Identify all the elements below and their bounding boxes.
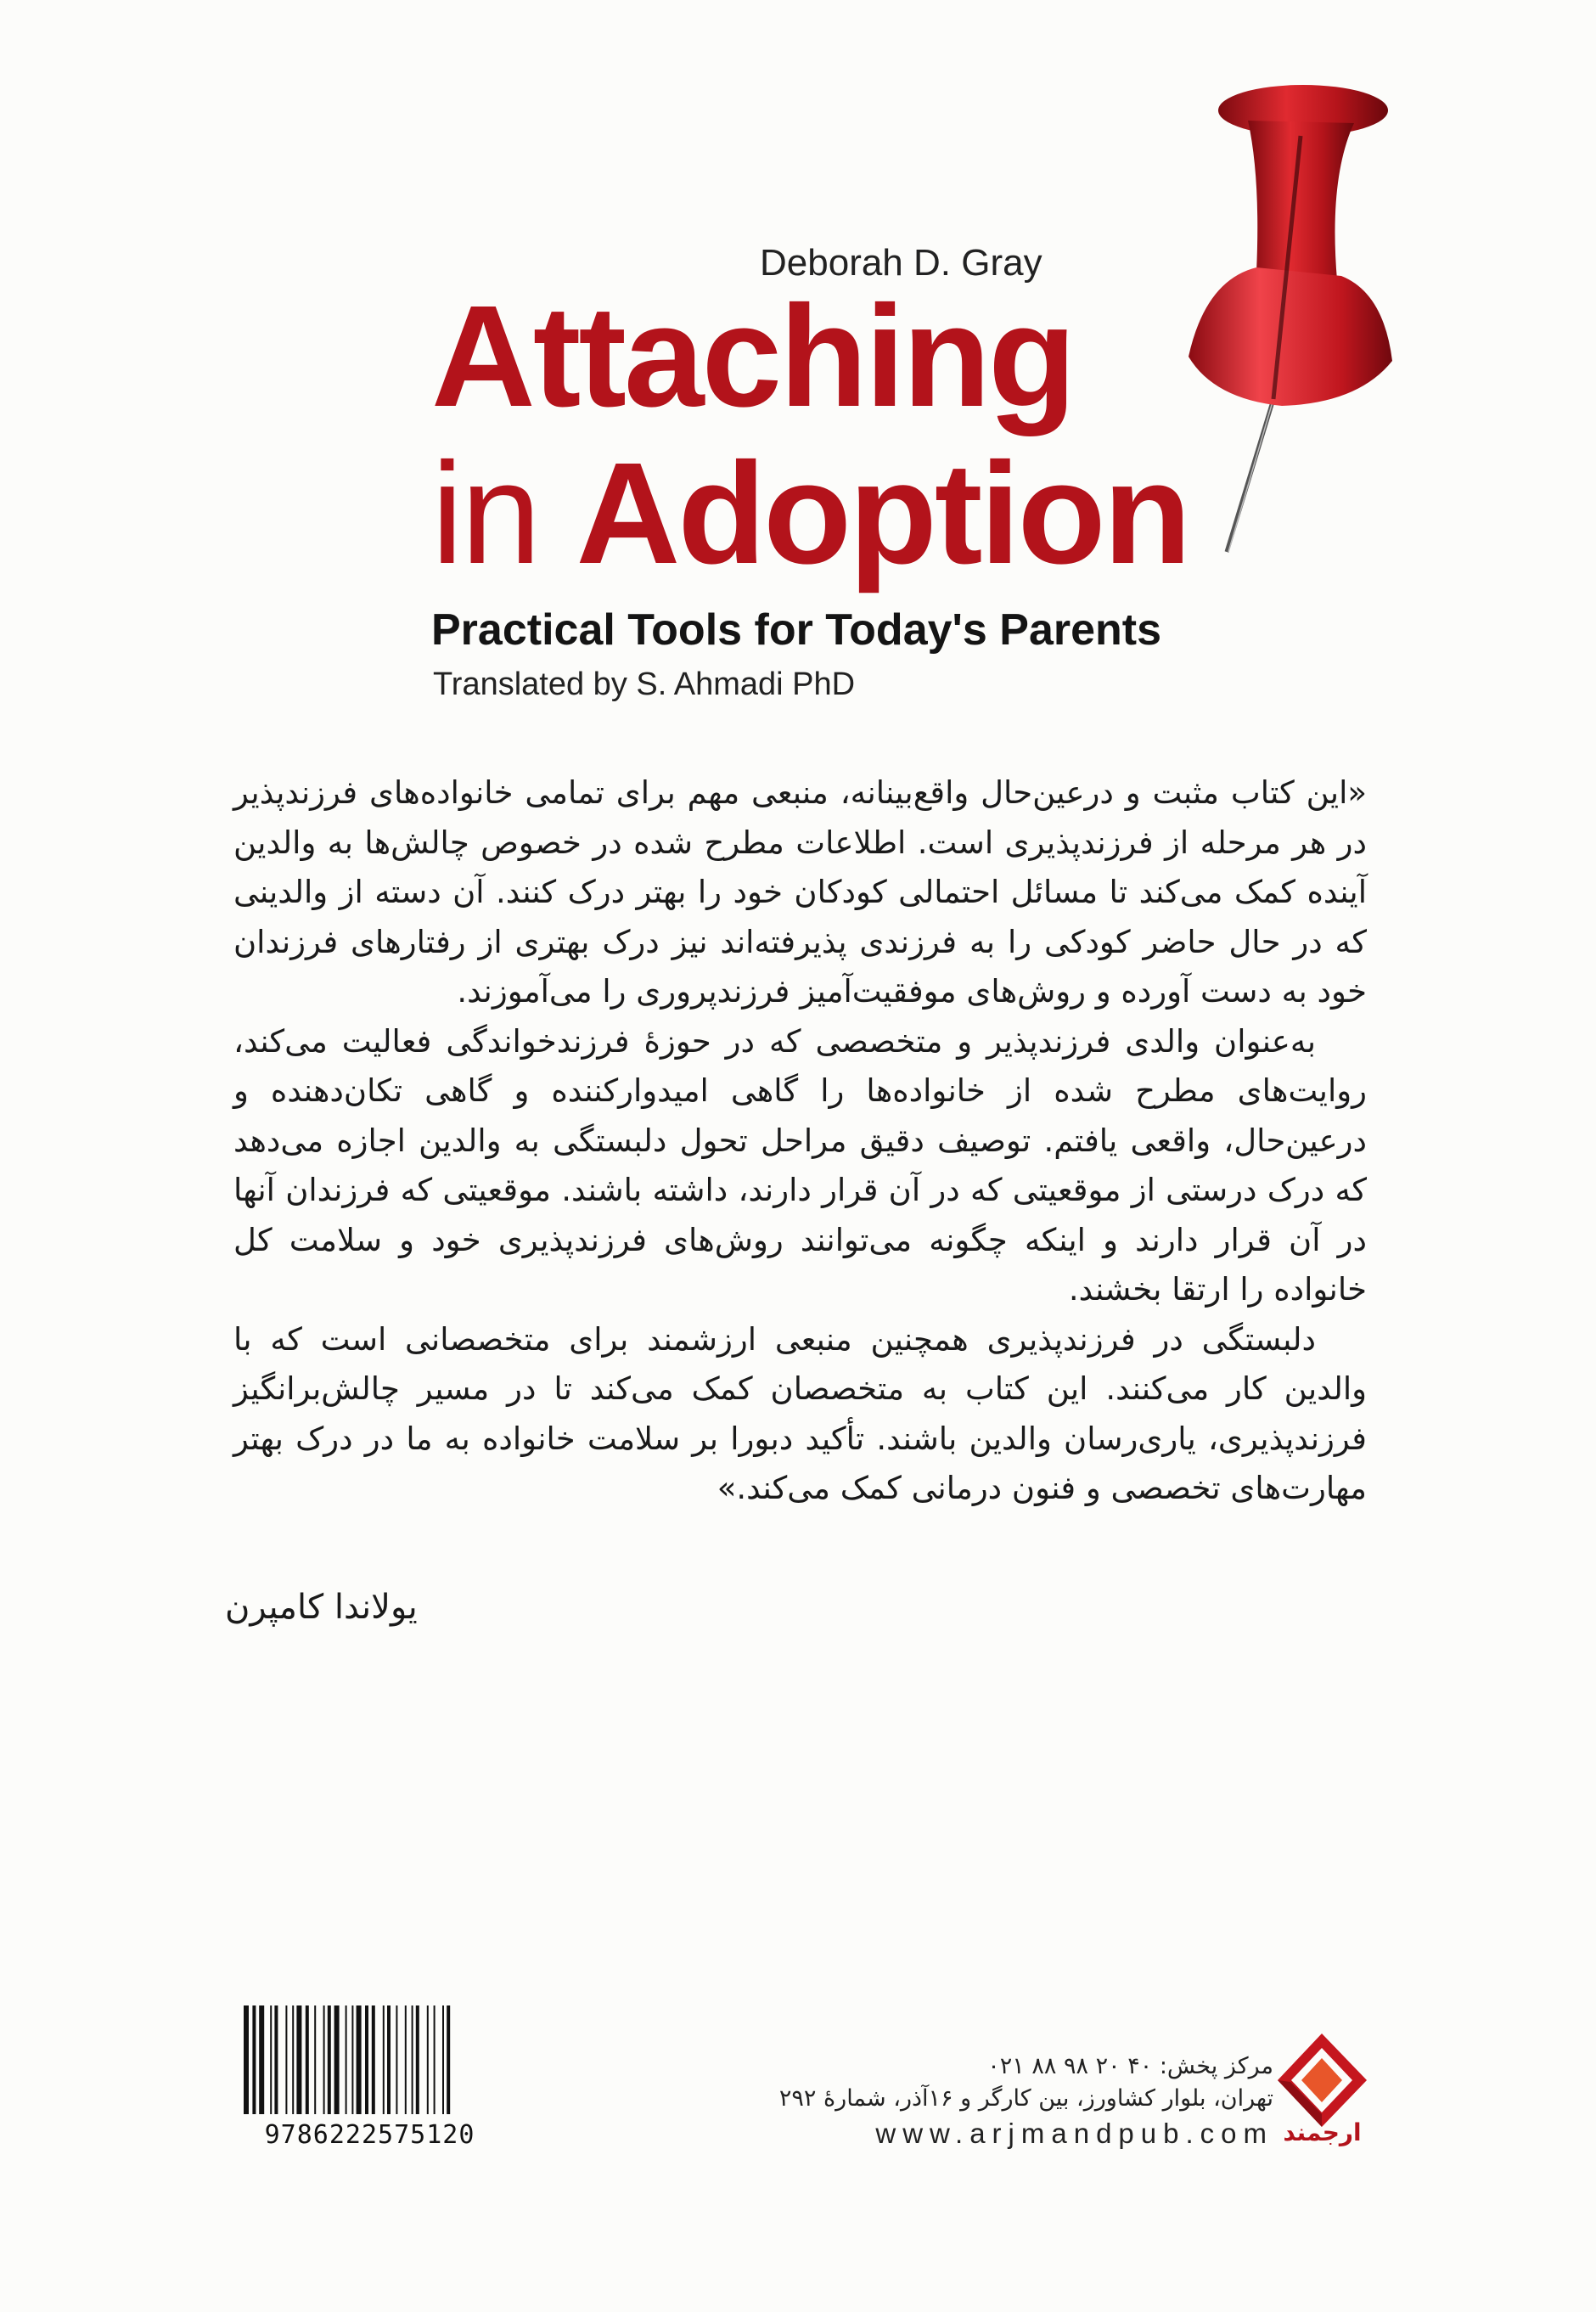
- barcode-bar: [365, 2005, 368, 2114]
- barcode-bar: [328, 2005, 331, 2114]
- book-subtitle: Practical Tools for Today's Parents: [431, 605, 1162, 655]
- barcode-bar: [412, 2005, 413, 2114]
- barcode-bar: [346, 2005, 347, 2114]
- barcode-bar: [270, 2005, 272, 2114]
- publisher-address: تهران، بلوار کشاورز، بین کارگر و ۱۶آذر، شمارهٔ ۲۹۲: [778, 2085, 1273, 2112]
- publisher-logo-name: ارجمند: [1283, 2118, 1362, 2146]
- blurb-paragraph-2: به‌عنوان والدی فرزندپذیر و متخصصی که در حوزهٔ فرزندخواندگی فعالیت می‌کند، روایت‌های مطرح شده از خانواده‌ها را گاهی امیدوارکننده و گاهی تکان‌دهنده و درعین‌حال، واقعی یافتم. توصیف دقیق مراحل تحول دلبستگی به والدین اجازه می‌دهد که درک درستی از موقعیتی که در آن قرار دارند، داشته باشند. موقعیتی که فرزندان آنها در آن قرار دارند و اینکه چگونه می‌توانند روش‌های فرزندپذیری خود و سلامت کل خانواده را ارتقا بخشند.: [233, 1022, 1367, 1308]
- barcode-bar: [351, 2005, 353, 2114]
- distribution-center: مرکز پخش: ۴۰ ۲۰ ۹۸ ۸۸ ۰۲۱: [987, 2053, 1273, 2079]
- publisher-website: www.arjmandpub.com: [875, 2118, 1273, 2149]
- barcode-bar: [259, 2005, 264, 2114]
- title-main: Adoption: [576, 433, 1189, 594]
- barcode-bar: [334, 2005, 340, 2114]
- barcode-bar: [357, 2005, 362, 2114]
- push-pin-icon: [1138, 76, 1392, 560]
- barcode-bar: [416, 2005, 419, 2114]
- barcode-bar: [285, 2005, 287, 2114]
- book-title-line1: Attaching: [431, 276, 1074, 437]
- barcode-bar: [372, 2005, 375, 2114]
- barcode-bar: [442, 2005, 444, 2114]
- blurb-signature: یولاندا کامپرن: [225, 1588, 418, 1627]
- isbn-number: 9786222575120: [264, 2120, 475, 2150]
- barcode-bar: [296, 2005, 301, 2114]
- barcode-bar: [306, 2005, 309, 2114]
- barcode-bar: [323, 2005, 325, 2114]
- barcode-bar: [434, 2005, 436, 2114]
- barcode-bar: [396, 2005, 397, 2114]
- barcode-bar: [447, 2005, 450, 2114]
- barcode-bar: [405, 2005, 407, 2114]
- barcode-bar: [252, 2005, 256, 2114]
- author-name: Deborah D. Gray: [760, 242, 1042, 284]
- barcode-bar: [244, 2005, 249, 2114]
- translator-credit: Translated by S. Ahmadi PhD: [433, 667, 856, 702]
- barcode-bar: [383, 2005, 385, 2114]
- blurb-paragraph-1: «این کتاب مثبت و درعین‌حال واقع‌بینانه، منبعی مهم برای تمامی خانواده‌های فرزندپذیر در هر مرحله از فرزندپذیری است. اطلاعات مطرح شده در خصوص چالش‌ها به والدین آینده کمک می‌کند تا مسائل احتمالی کودکان خود را بهتر درک کنند. آن دسته از والدینی که در حال حاضر کودکی را به فرزندی پذیرفته‌اند نیز درک بهتری از رفتارهای فرزندان خود به دست آورده و روش‌های موفقیت‌آمیز فرزندپروری را می‌آموزند.: [233, 774, 1367, 1010]
- barcode-bar: [314, 2005, 316, 2114]
- book-title-line2: [431, 433, 1189, 594]
- barcode-bar: [292, 2005, 294, 2114]
- title-prefix: in: [431, 433, 539, 594]
- barcode-bar: [427, 2005, 429, 2114]
- blurb-paragraph-3: دلبستگی در فرزندپذیری همچنین منبعی ارزشمند برای متخصصانی است که با والدین کار می‌کنند. این کتاب به متخصصان کمک می‌کند تا در مسیر چالش‌برانگیز فرزندپذیری، یاری‌رسان والدین باشند. تأکید دبورا بر سلامت خانواده به ما در درک بهتر مهارت‌های تخصصی و فنون درمانی کمک می‌کند.»: [233, 1320, 1367, 1506]
- barcode-bar: [274, 2005, 278, 2114]
- back-cover-blurb: [233, 768, 1367, 1514]
- barcode-bar: [387, 2005, 391, 2114]
